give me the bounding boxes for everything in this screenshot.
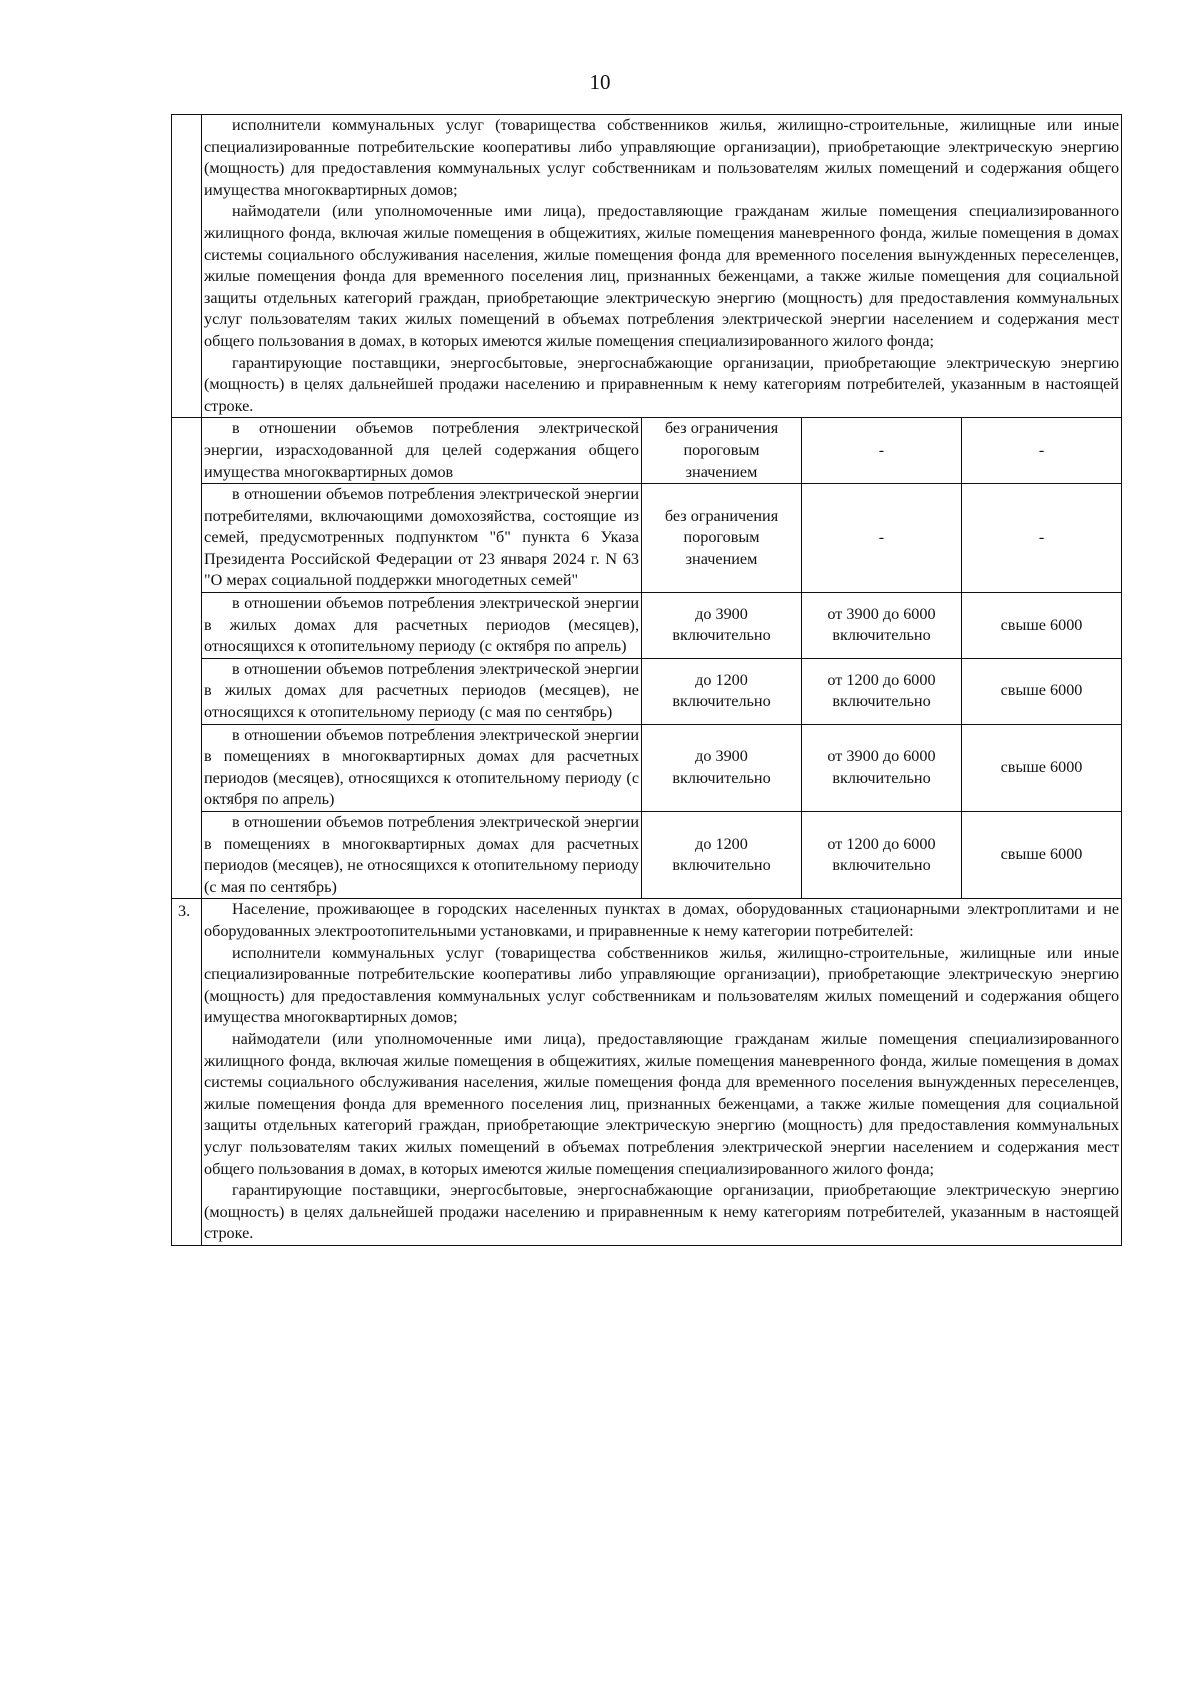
threshold-1: до 3900 включительно: [642, 593, 802, 659]
threshold-2: от 3900 до 6000 включительно: [802, 593, 962, 659]
threshold-1: до 1200 включительно: [642, 812, 802, 899]
page-number: 10: [589, 70, 611, 94]
number-cell: [172, 115, 202, 418]
row-description: в отношении объемов потребления электрической энергии в жилых домах для расчетных периодов (месяцев), относящихся к отопительному периоду (с октября по апрель): [202, 593, 642, 659]
paragraph: наймодатели (или уполномоченные ими лица), предоставляющие гражданам жилые помещения специализированного жилищного фонда, включая жилые помещения в общежитиях, жилые помещения маневренного фонда, жилые помещения в домах системы социального обслуживания населения, жилые помещения фонда для временного поселения вынужденных переселенцев, жилые помещения фонда для временного поселения лиц, признанных беженцами, а также жилые помещения для социальной защиты отдельных категорий граждан, приобретающие электрическую энергию (мощность) для предоставления коммунальных услуг пользователям таких жилых помещений в объемах потребления электрической энергии населением и содержания мест общего пользования в домах, в которых имеются жилые помещения специализированного жилого фонда;: [204, 1029, 1120, 1178]
number-cell: [172, 418, 202, 899]
row-description: в отношении объемов потребления электрической энергии в жилых домах для расчетных периодов (месяцев), не относящихся к отопительному периоду (с мая по сентябрь): [202, 658, 642, 724]
block-3-text: [202, 899, 1122, 1246]
table-row-block-top: [172, 115, 1122, 418]
table-row-block-3: [172, 899, 1122, 1246]
table-row: [172, 484, 1122, 593]
threshold-1: до 3900 включительно: [642, 724, 802, 811]
threshold-2: -: [802, 418, 962, 484]
table-row: [172, 724, 1122, 811]
threshold-2: -: [802, 484, 962, 593]
table-row: [172, 418, 1122, 484]
row-description: в отношении объемов потребления электрической энергии в помещениях в многоквартирных домах для расчетных периодов (месяцев), не относящихся к отопительному периоду (с мая по сентябрь): [202, 812, 642, 899]
paragraph: Население, проживающее в городских населенных пунктах в домах, оборудованных стационарными электроплитами и не оборудованных электроотопительными установками, и приравненные к нему категории потребителей:: [204, 900, 1120, 940]
threshold-1: до 1200 включительно: [642, 658, 802, 724]
paragraph: наймодатели (или уполномоченные ими лица), предоставляющие гражданам жилые помещения специализированного жилищного фонда, включая жилые помещения в общежитиях, жилые помещения маневренного фонда, жилые помещения в домах системы социального обслуживания населения, жилые помещения фонда для временного поселения вынужденных переселенцев, жилые помещения фонда для временного поселения лиц, признанных беженцами, а также жилые помещения для социальной защиты отдельных категорий граждан, приобретающие электрическую энергию (мощность) для предоставления коммунальных услуг пользователям таких жилых помещений в объемах потребления электрической энергии населением и содержания мест общего пользования в домах, в которых имеются жилые помещения специализированного жилого фонда;: [204, 202, 1120, 350]
table-row: [172, 593, 1122, 659]
table-row: [172, 812, 1122, 899]
threshold-1: без ограничения пороговым значением: [642, 484, 802, 593]
threshold-2: от 1200 до 6000 включительно: [802, 812, 962, 899]
row-number: 3.: [172, 899, 202, 1246]
threshold-3: свыше 6000: [962, 658, 1122, 724]
row-description: в отношении объемов потребления электрической энергии в помещениях в многоквартирных домах для расчетных периодов (месяцев), относящихся к отопительному периоду (с октября по апрель): [202, 724, 642, 811]
row-description: в отношении объемов потребления электрической энергии, израсходованной для целей содержания общего имущества многоквартирных домов: [202, 418, 642, 484]
threshold-2: от 1200 до 6000 включительно: [802, 658, 962, 724]
threshold-3: -: [962, 418, 1122, 484]
row-description: в отношении объемов потребления электрической энергии потребителями, включающими домохозяйства, состоящие из семей, предусмотренных подпунктом "б" пункта 6 Указа Президента Российской Федерации от 23 января 2024 г. N 63 "О мерах социальной поддержки многодетных семей": [202, 484, 642, 593]
paragraph: исполнители коммунальных услуг (товарищества собственников жилья, жилищно-строительные, жилищные или иные специализированные потребительские кооперативы либо управляющие организации), приобретающие электрическую энергию (мощность) для предоставления коммунальных услуг собственникам и пользователям жилых помещений и содержания общего имущества многоквартирных домов;: [204, 116, 1120, 199]
threshold-2: от 3900 до 6000 включительно: [802, 724, 962, 811]
tariff-table: [171, 114, 1122, 1246]
paragraph: исполнители коммунальных услуг (товарищества собственников жилья, жилищно-строительные, жилищные или иные специализированные потребительские кооперативы либо управляющие организации), приобретающие электрическую энергию (мощность) для предоставления коммунальных услуг собственникам и пользователям жилых помещений и содержания общего имущества многоквартирных домов;: [204, 943, 1120, 1027]
threshold-3: свыше 6000: [962, 812, 1122, 899]
block-top-text: [202, 115, 1122, 418]
table-row: [172, 658, 1122, 724]
threshold-3: -: [962, 484, 1122, 593]
threshold-1: без ограничения пороговым значением: [642, 418, 802, 484]
paragraph: гарантирующие поставщики, энергосбытовые, энергоснабжающие организации, приобретающие электрическую энергию (мощность) в целях дальнейшей продажи населению и приравненным к нему категориям потребителей, указанным в настоящей строке.: [204, 353, 1120, 415]
threshold-3: свыше 6000: [962, 593, 1122, 659]
threshold-3: свыше 6000: [962, 724, 1122, 811]
paragraph: гарантирующие поставщики, энергосбытовые, энергоснабжающие организации, приобретающие электрическую энергию (мощность) в целях дальнейшей продажи населению и приравненным к нему категориям потребителей, указанным в настоящей строке.: [204, 1181, 1120, 1243]
